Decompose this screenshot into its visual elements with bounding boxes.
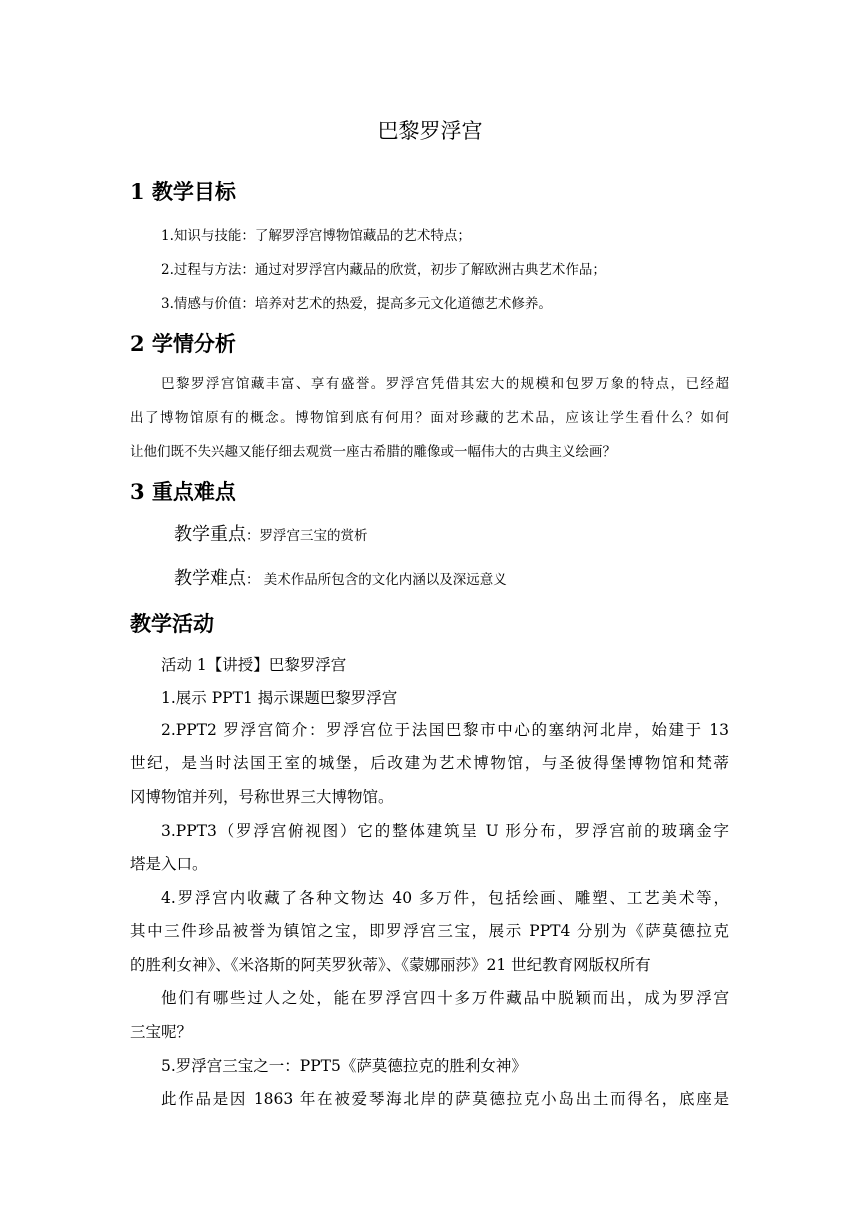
activity-line: 2.PPT2 罗浮宫简介：罗浮宫位于法国巴黎市中心的塞纳河北岸，始建于 13: [161, 721, 729, 739]
section-heading-key-points: 3 重点难点: [130, 479, 236, 504]
activity-line: 活动 1【讲授】巴黎罗浮宫: [161, 656, 347, 674]
objective-item: 1.知识与技能：了解罗浮宫博物馆藏品的艺术特点；: [161, 228, 471, 244]
section-heading-objectives: 1 教学目标: [130, 179, 236, 204]
activity-line: 塔是入口。: [130, 855, 208, 873]
analysis-line: 出了博物馆原有的概念。博物馆到底有何用？面对珍藏的艺术品，应该让学生看什么？如何: [130, 410, 729, 426]
key-point-line: [174, 520, 368, 546]
difficult-point-label: 教学难点: [174, 568, 246, 589]
activity-line: 冈博物馆并列，号称世界三大博物馆。: [130, 788, 394, 806]
analysis-line: 让他们既不失兴趣又能仔细去观赏一座古希腊的雕像或一幅伟大的古典主义绘画？: [130, 444, 616, 460]
activity-line: 的胜利女神》、《米洛斯的阿芙罗狄蒂》、《蒙娜丽莎》21 世纪教育网版权所有: [130, 956, 651, 974]
difficult-point-text: ： 美术作品所包含的文化内涵以及深远意义: [246, 572, 507, 588]
activity-line: 5.罗浮宫三宝之一：PPT5《萨莫德拉克的胜利女神》: [161, 1057, 527, 1075]
section-heading-analysis: 2 学情分析: [130, 331, 236, 356]
activity-line: 此作品是因 1863 年在被爱琴海北岸的萨莫德拉克小岛出土而得名，底座是: [161, 1090, 729, 1108]
activity-line: 1.展示 PPT1 揭示课题巴黎罗浮宫: [161, 689, 398, 707]
objective-item: 2.过程与方法：通过对罗浮宫内藏品的欣赏，初步了解欧洲古典艺术作品；: [161, 262, 606, 278]
activity-line: 3.PPT3（罗浮宫俯视图）它的整体建筑呈 U 形分布，罗浮宫前的玻璃金字: [161, 822, 729, 840]
activity-line: 他们有哪些过人之处，能在罗浮宫四十多万件藏品中脱颖而出，成为罗浮宫: [161, 989, 729, 1007]
key-point-label: 教学重点: [174, 524, 246, 545]
key-point-text: ：罗浮宫三宝的赏析: [246, 528, 368, 544]
activity-line: 其中三件珍品被誉为镇馆之宝，即罗浮宫三宝，展示 PPT4 分别为《萨莫德拉克: [130, 922, 729, 940]
section-heading-activities: 教学活动: [130, 611, 214, 636]
document-title: 巴黎罗浮宫: [377, 119, 483, 143]
difficult-point-line: [174, 564, 507, 590]
activity-line: 世纪，是当时法国王室的城堡，后改建为艺术博物馆，与圣彼得堡博物馆和梵蒂: [130, 754, 729, 772]
activity-line: 4.罗浮宫内收藏了各种文物达 40 多万件，包括绘画、雕塑、工艺美术等，: [161, 889, 729, 907]
activity-line: 三宝呢？: [130, 1023, 193, 1041]
analysis-line: 巴黎罗浮宫馆藏丰富、享有盛誉。罗浮宫凭借其宏大的规模和包罗万象的特点，已经超: [161, 376, 729, 392]
objective-item: 3.情感与价值：培养对艺术的热爱，提高多元文化道德艺术修养。: [161, 296, 552, 312]
